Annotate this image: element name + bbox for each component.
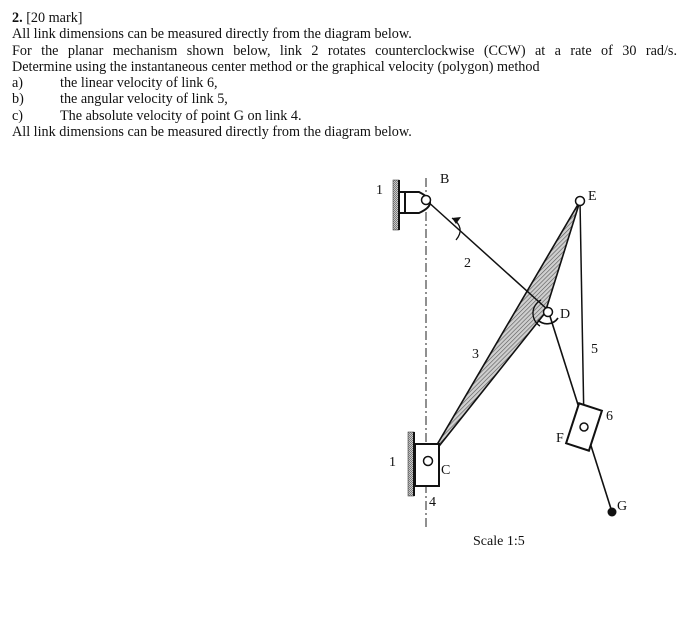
label-c: C: [441, 463, 451, 478]
label-d: D: [560, 307, 571, 322]
ground-bottom: [408, 432, 414, 496]
pin-e: [576, 197, 585, 206]
label-link-5: 5: [591, 342, 598, 357]
label-g: G: [617, 499, 628, 514]
label-e: E: [588, 189, 597, 204]
point-g: [608, 508, 617, 517]
link-2: [426, 200, 548, 310]
mechanism-description: For the planar mechanism shown below, link 2 rotates counterclockwise (CCW) at a rate of 30 rad/s.: [12, 42, 677, 59]
label-link-2: 2: [464, 256, 471, 271]
label-b: B: [440, 172, 450, 187]
pin-d: [544, 308, 553, 317]
pin-f: [580, 423, 588, 431]
part-text: the angular velocity of link 5,: [60, 91, 228, 108]
link-5: [580, 201, 584, 425]
problem-marks: [20 mark]: [26, 10, 83, 26]
pin-b: [422, 196, 431, 205]
part-label: b): [12, 91, 24, 108]
part-label: a): [12, 75, 24, 92]
link-3: [428, 201, 580, 460]
pin-c: [424, 457, 433, 466]
part-label: c): [12, 107, 24, 124]
label-ground-bottom: 1: [389, 455, 396, 470]
label-link-6: 6: [606, 409, 613, 424]
problem-number: 2.: [12, 10, 23, 26]
label-ground-top: 1: [376, 183, 383, 198]
closing-line: All link dimensions can be measured directly from the diagram below.: [12, 124, 412, 141]
label-f: F: [556, 431, 564, 446]
part-text: the linear velocity of link 6,: [60, 75, 218, 92]
scale-label: Scale 1:5: [473, 534, 525, 549]
intro-line: All link dimensions can be measured directly from the diagram below.: [12, 26, 412, 43]
label-link-4: 4: [429, 495, 436, 510]
method-instruction: Determine using the instantaneous center method or the graphical velocity (polygon) method: [12, 58, 540, 75]
part-text: The absolute velocity of point G on link 4.: [60, 107, 302, 124]
label-link-3: 3: [472, 347, 479, 362]
